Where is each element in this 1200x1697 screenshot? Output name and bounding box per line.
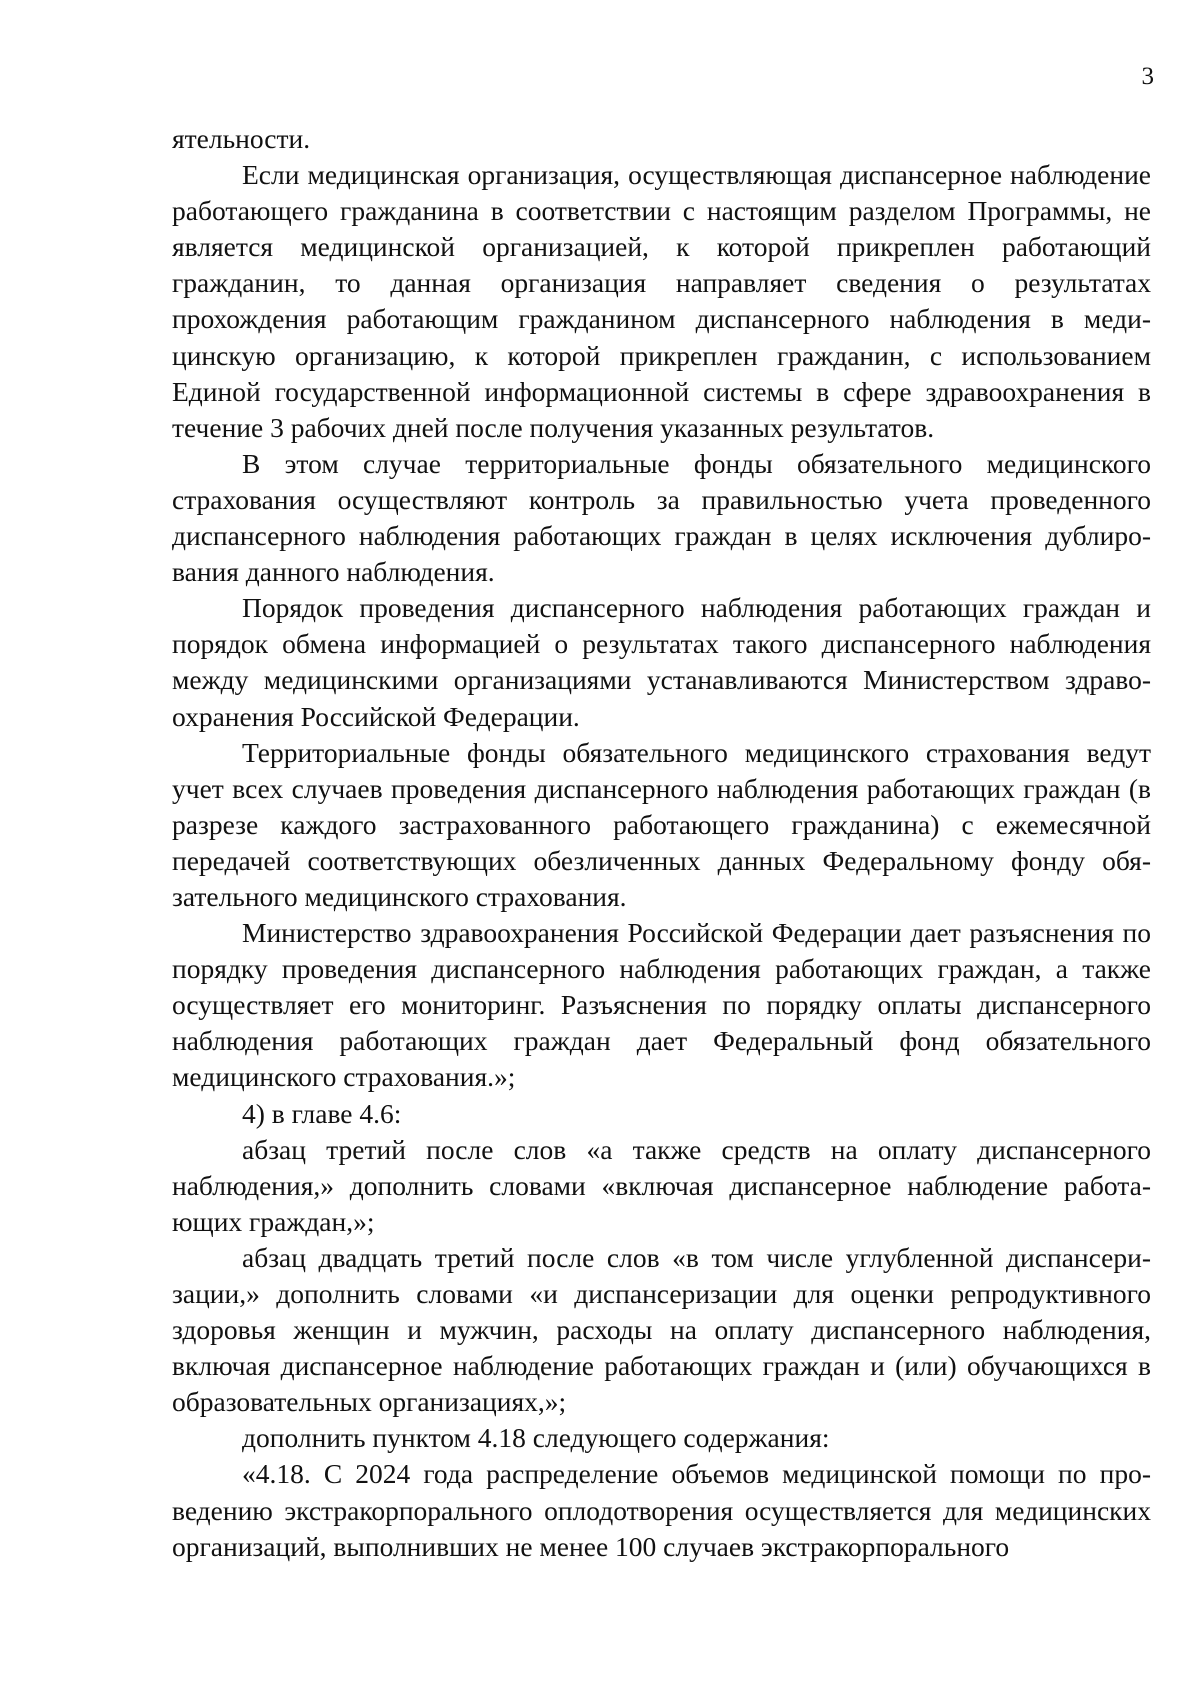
paragraph-point-4-18: «4.18. С 2024 года распределение объемов медицинской помощи по проведению экстракорпорального оплодотворения осуществляется для медицинских организаций, выполнивших не менее 100 случаев экстракорпорального xyxy=(172,1458,1151,1562)
page-number: 3 xyxy=(1141,63,1154,90)
paragraph-twenty-third-abzac: абзац двадцать третий после слов «в том числе углубленной диспансеризации,» дополнить словами «и диспансеризации для оценки репродуктивного здоровья женщин и мужчин, расходы на оплату диспансерного наблюдения, включая диспансерное наблюдение работающих граждан и (или) обучающихся в образовательных организациях,»; xyxy=(172,1241,1151,1418)
paragraph-medical-organization: Если медицинская организация, осуществляющая диспансерное наблюдение работающего гражданина в соответствии с настоящим разделом Программы, не является медицинской организацией, к которой прикреплен работающий гражданин, то данная организация направляет сведения о результатах прохождения работающим гражданином диспансерного наблюдения в медицинскую организацию, к которой прикреплен гражданин, с использованием Единой государственной информационной системы в сфере здравоохранения в течение 3 рабочих дней после получения указанных результатов. xyxy=(172,159,1151,443)
paragraph-add-point-4-18: дополнить пунктом 4.18 следующего содержания: xyxy=(242,1422,830,1454)
paragraph-ministry-explanations: Министерство здравоохранения Российской Федерации дает разъяснения по порядку проведения диспансерного наблюдения работающих граждан, а также осуществляет его мониторинг. Разъяснения по порядку оплаты диспансерного наблюдения работающих граждан дает Федеральный фонд обязательного медицинского страхования.»; xyxy=(172,917,1151,1093)
document-body xyxy=(172,121,1151,1565)
paragraph-territorial-funds-record: Территориальные фонды обязательного медицинского страхования ведут учет всех случаев проведения диспансерного наблюдения работающих граждан (в разрезе каждого застрахованного работающего гражданина) с ежемесячной передачей соответствующих обезличенных данных Федеральному фонду обязательного медицинского страхования. xyxy=(172,736,1151,912)
paragraph-procedure: Порядок проведения диспансерного наблюдения работающих граждан и порядок обмена информацией о результатах такого диспансерного наблюдения между медицинскими организациями устанавливаются Министерством здравоохранения Российской Федерации. xyxy=(172,592,1151,732)
paragraph-chapter-4-6: 4) в главе 4.6: xyxy=(242,1097,402,1129)
paragraph-continuation: ятельности. xyxy=(172,123,311,154)
paragraph-third-abzac: абзац третий после слов «а также средств на оплату диспансерного наблюдения,» дополнить словами «включая диспансерное наблюдение работающих граждан,»; xyxy=(172,1133,1151,1237)
paragraph-territorial-funds-control: В этом случае территориальные фонды обязательного медицинского страхования осуществляют контроль за правильностью учета проведенного диспансерного наблюдения работающих граждан в целях исключения дублирования данного наблюдения. xyxy=(172,447,1151,588)
